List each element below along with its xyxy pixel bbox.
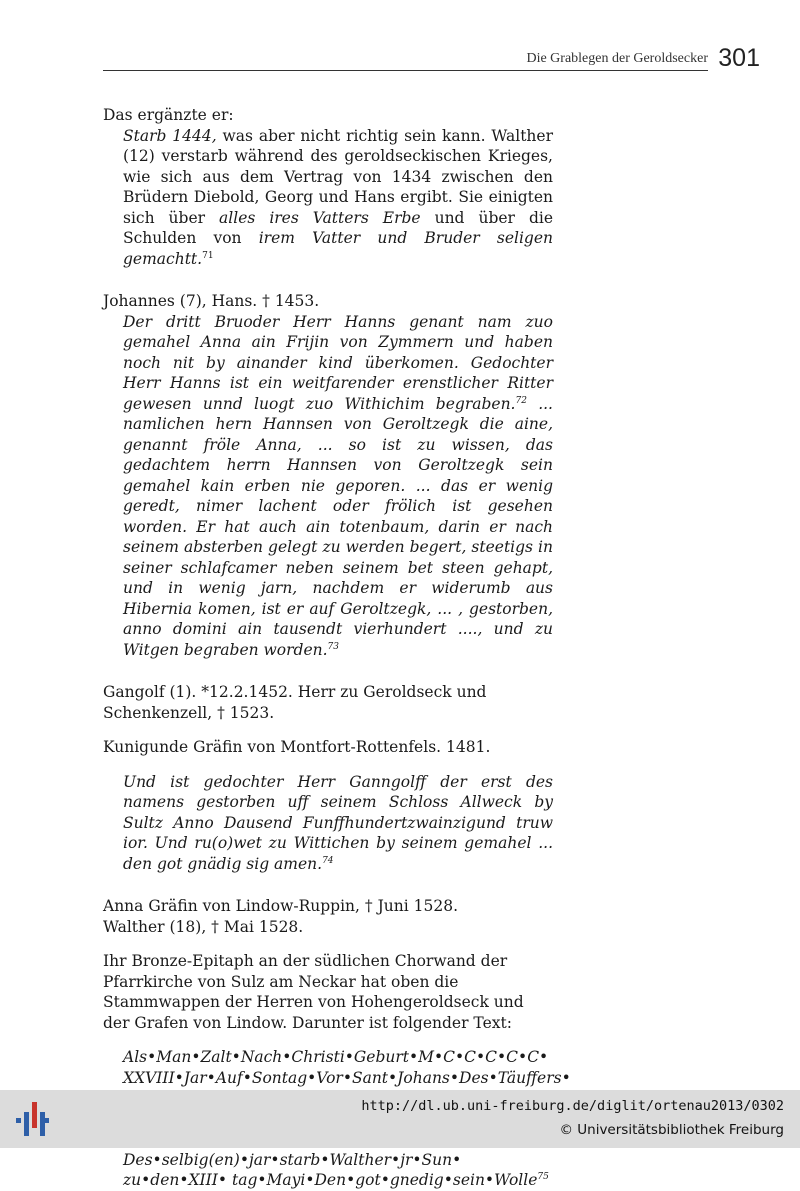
inscription-line: XXVIII•Jar•Auf•Sontag•Vor•Sant•Johans•Des•Täuffers• <box>123 1068 571 1087</box>
running-header <box>103 46 760 72</box>
footnote-ref-71[interactable]: 71 <box>202 250 214 261</box>
quote-fragment: was aber nicht richtig sein kann. Walther (12) verstarb während des geroldseckischen Krieges, wie sich aus dem Vertrag von 1434 zwischen den Brüdern Diebold, Georg und Hans ergibt. Sie einigten sich über <box>123 126 553 227</box>
quote-walther <box>103 126 553 270</box>
entry-johannes: Johannes (7), Hans. † 1453. <box>103 292 320 310</box>
paragraph-epitaph: Ihr Bronze-Epitaph an der südlichen Chorwand der Pfarrkirche von Sulz am Neckar hat oben die Stammwappen der Herren von Hohengeroldseck und der Grafen von Lindow. Darunter ist folgender Text: <box>103 952 524 1032</box>
quote-fragment: irem Vatter und Bruder seligen gemachtt. <box>123 229 553 268</box>
quote-fragment: Der dritt Bruoder Herr Hanns genant nam zuo gemahel Anna ain Frijin von Zymmern und haben noch nit by ainander kind überkomen. Gedochter Herr Hanns ist ein weitfarender erenstlicher Ritter gewesen unnd luogt zuo Withichim begraben. <box>123 312 553 413</box>
quote-gangolf <box>103 772 553 875</box>
footnote-ref-74[interactable]: 74 <box>322 855 334 866</box>
quote-fragment: ... namlichen hern Hannsen von Geroltzegk die aine, genannt fröle Anna, ... so ist zu wissen, das gedachtem herrn Hannsen von Geroltzegk sein gemahel kain erben nie geporen. ... das er wenig geredt, nimer lachent oder frölich ist gesehen worden. Er hat auch ain totenbaum, darin er nach seinem absterben gelegt zu werden begert, steetigs in seiner schlafcamer neben seinem bet steen gehapt, und in wenig jarn, nachdem er widerumb aus Hibernia komen, ist er auf Geroltzegk, ... , gestorben, anno domini ain tausendt vierhundert ...., und zu Witgen begraben worden. <box>123 394 553 659</box>
footnote-ref-72[interactable]: 72 <box>515 395 527 406</box>
footnote-ref-73[interactable]: 73 <box>327 641 339 652</box>
inscription-line-text: zu•den•XIII• tag•Mayi•Den•got•gnedig•sein•Wolle <box>123 1171 538 1189</box>
viewer-footer <box>0 1090 800 1148</box>
header-rule <box>103 70 708 71</box>
quote-fragment: Starb 1444, <box>123 126 217 145</box>
inscription-line: Als•Man•Zalt•Nach•Christi•Geburt•M•C•C•C•C•C• <box>123 1048 549 1066</box>
entry-anna: Anna Gräfin von Lindow-Ruppin, † Juni 1528. <box>103 897 459 915</box>
ub-freiburg-logo-icon[interactable] <box>14 1100 50 1140</box>
inscription-line: Des•selbig(en)•jar•starb•Walther•jr•Sun• <box>123 1150 462 1169</box>
entry-kunigunde: Kunigunde Gräfin von Montfort-Rottenfels. 1481. <box>103 738 491 756</box>
paragraph-intro: Das ergänzte er: <box>103 106 234 124</box>
quote-fragment: alles ires Vatters Erbe <box>219 208 421 227</box>
entry-walther: Walther (18), † Mai 1528. <box>103 917 304 936</box>
body-text <box>103 105 571 1191</box>
entry-gangolf: Gangolf (1). *12.2.1452. Herr zu Geroldseck und Schenkenzell, † 1523. <box>103 683 487 722</box>
running-title: Die Grablegen der Geroldsecker <box>526 51 708 66</box>
footnote-ref-75[interactable]: 75 <box>537 1171 549 1182</box>
source-url-link[interactable]: http://dl.ub.uni-freiburg.de/diglit/ortenau2013/0302 <box>361 1098 784 1114</box>
quote-johannes <box>103 312 553 661</box>
inscription-line <box>123 1170 553 1191</box>
quote-fragment: Und ist gedochter Herr Ganngolff der erst des namens gestorben uff seinem Schloss Allweck by Sultz Anno Dausend Funffhundertzwainzigund truw ior. Und ru(o)wet zu Wittichen by seinem gemahel ... den got gnädig sig amen. <box>123 772 553 873</box>
page-number: 301 <box>718 44 760 72</box>
copyright-notice: © Universitätsbibliothek Freiburg <box>559 1122 784 1138</box>
quote-fragment: und über die Schulden von <box>123 208 553 247</box>
